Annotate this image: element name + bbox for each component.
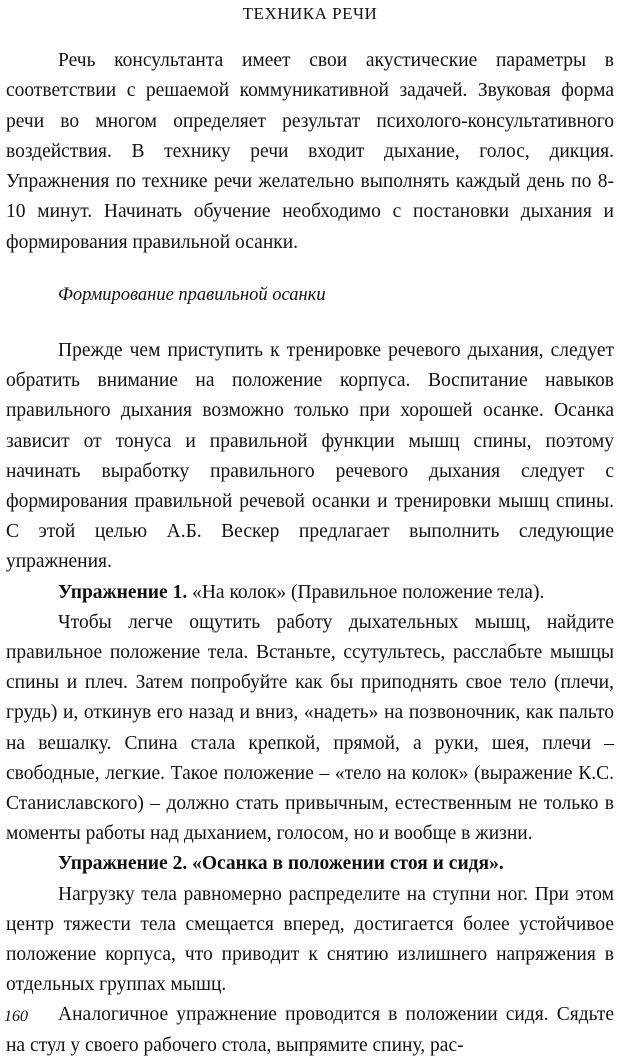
section-body [6,336,614,1061]
page-number: 160 [4,1008,28,1025]
exercise-2-body: Нагрузку тела равномерно распределите на ступни ног. При этом центр тяжести тела смещается вперед, достигается более устойчивое положение корпуса, что приводит к снятию излишнего напряжения в отдельных группах мышц. [6,883,614,996]
exercise-1-body: Чтобы легче ощутить работу дыхательных мышц, найдите правильное положение тела. Встаньте, ссутультесь, расслабьте мышцы спины и плеч. Затем попробуйте как бы приподнять свое тело (плечи, грудь) и, откинув его назад и вниз, «надеть» на позвоночник, как пальто на вешалку. Спина стала крепкой, прямой, а руки, шея, плечи – свободные, легкие. Такое положение – «тело на колок» (выражение К.С. Станиславского) – должно стать привычным, естественным не только в моменты работы над дыханием, голосом, но и вообще в жизни. [6,611,614,845]
exercise-1-title: «На колок» (Правильное положение тела). [187,581,545,603]
exercise-2-title: «Осанка в положении стоя и сидя». [187,853,504,875]
exercise-2-body-continued: Аналогичное упражнение проводится в положении сидя. Сядьте на стул у своего рабочего стола, выпрямите спину, рас- [6,1004,614,1056]
running-title: ТЕХНИКА РЕЧИ [242,4,378,23]
exercise-2-label: Упражнение 2. [58,853,188,875]
section-heading: Формирование правильной осанки [58,285,326,305]
intro-paragraph: Речь консультанта имеет свои акустические параметры в соответствии с решаемой коммуникативной задачей. Звуковая форма речи во многом определяет результат психолого-консультативного воздействия. В технику речи входит дыхание, голос, дикция. Упражнения по технике речи желательно выполнять каждый день по 8-10 минут. Начинать обучение необходимо с постановки дыхания и формирования правильной осанки. [6,50,614,253]
exercise-1-label: Упражнение 1. [58,581,188,603]
section-paragraph-1: Прежде чем приступить к тренировке речевого дыхания, следует обратить внимание на положение корпуса. Воспитание навыков правильного дыхания возможно только при хорошей осанке. Осанка зависит от тонуса и правильной функции мышц спины, поэтому начинать выработку правильного речевого дыхания следует с формирования правильной речевой осанки и тренировки мышц спины. С этой целью А.Б. Вескер предлагает выполнить следующие упражнения. [6,340,614,573]
exercise-2-heading [6,849,614,879]
exercise-1-heading [6,578,614,608]
